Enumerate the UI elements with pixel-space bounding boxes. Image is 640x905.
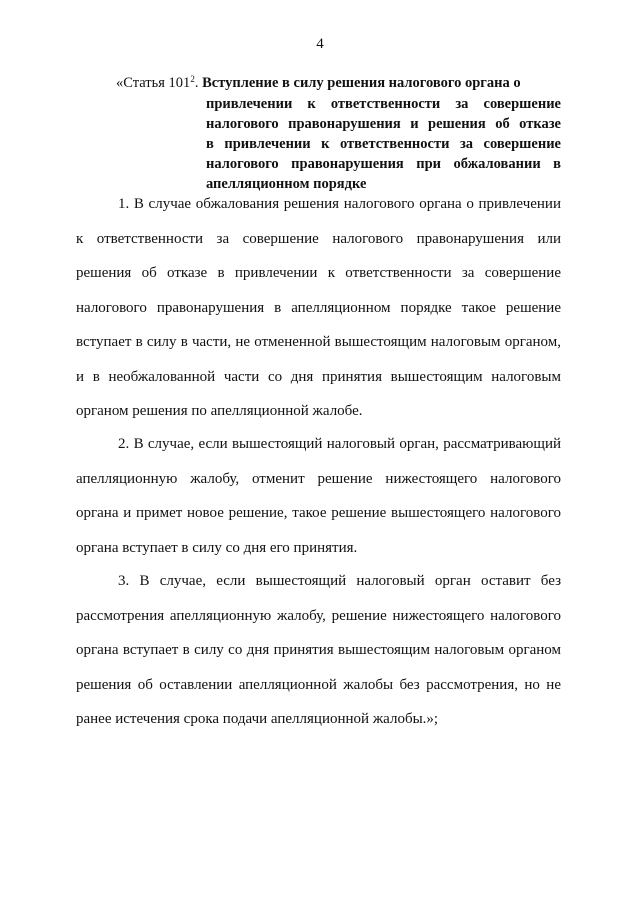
article-number bbox=[116, 75, 198, 91]
article-lead-text: «Статья 101 bbox=[116, 75, 191, 91]
article-title-line: налогового правонарушения при обжаловании в bbox=[206, 156, 561, 172]
article-title-line: Вступление в силу решения налогового органа о bbox=[202, 75, 521, 91]
article-lead-suffix: . bbox=[194, 75, 199, 91]
article-title-line: апелляционном порядке bbox=[206, 176, 367, 192]
paragraph-3: 3. В случае, если вышестоящий налоговый орган оставит без рассмотрения апелляционную жалобу, решение нижестоящего налогового органа вступает в силу со дня принятия вышестоящим налоговым органом решения об оставлении апелляционной жалобы без рассмотрения, но не ранее истечения срока подачи апелляционной жалобы.»; bbox=[76, 573, 561, 727]
article-title bbox=[116, 75, 561, 194]
article-title-line: налогового правонарушения и решения об отказе bbox=[206, 116, 561, 132]
paragraph-1: 1. В случае обжалования решения налогового органа о привлечении к ответственности за совершение налогового правонарушения или решения об отказе в привлечении к ответственности за совершение налогового правонарушения в апелляционном порядке такое решение вступает в силу в части, не отмененной вышестоящим налоговым органом, и в необжалованной части со дня принятия вышестоящим налоговым органом решения по апелляционной жалобе. bbox=[76, 196, 561, 419]
article-superscript: 2 bbox=[190, 74, 195, 84]
paragraph-2: 2. В случае, если вышестоящий налоговый орган, рассматривающий апелляционную жалобу, отменит решение нижестоящего налогового органа и примет новое решение, такое решение вышестоящего налогового органа вступает в силу со дня его принятия. bbox=[76, 436, 561, 556]
article-title-line: в привлечении к ответственности за совершение bbox=[206, 136, 561, 152]
page-number: 4 bbox=[316, 36, 324, 52]
article-title-line: привлечении к ответственности за совершение bbox=[206, 96, 561, 112]
article-heading bbox=[116, 73, 561, 194]
